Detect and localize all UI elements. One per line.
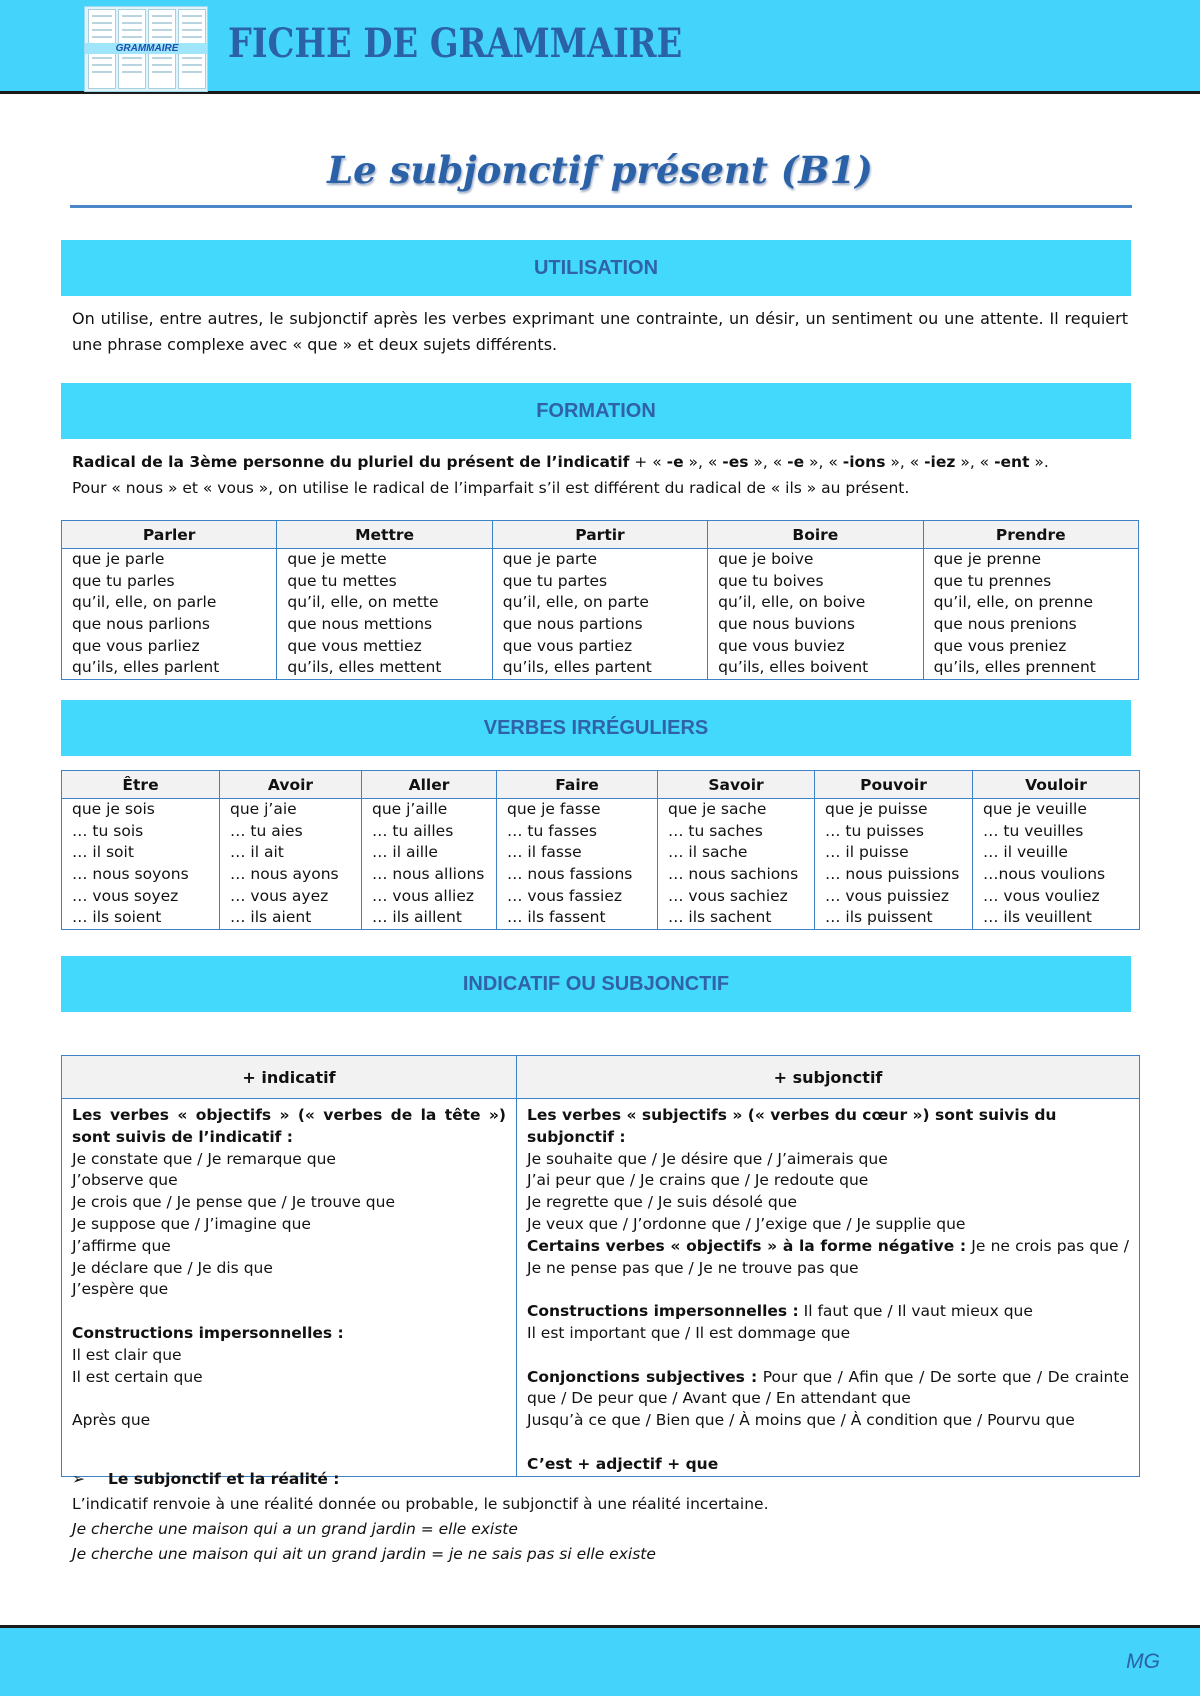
conjugation-cell [362,799,497,930]
section-heading-irreguliers: VERBES IRRÉGULIERS [61,700,1131,756]
section-heading-indicatif-subjonctif: INDICATIF OU SUBJONCTIF [61,956,1131,1012]
spacer [527,1432,1129,1454]
indicatif-intro: Les verbes « objectifs » (« verbes de la tête ») sont suivis de l’indicatif : [72,1106,506,1146]
conjugation-line: que je prenne [933,550,1042,568]
indicatif-line: Je suppose que / J’imagine que [72,1214,311,1233]
conjugation-line: que je sois [72,800,155,818]
table-header: Pouvoir [815,771,973,799]
table-header: Être [62,771,220,799]
conjugation-line: que tu prennes [933,571,1052,590]
table-header: Prendre [923,521,1138,549]
conjugation-line: … tu saches [668,821,763,840]
reality-text: L’indicatif renvoie à une réalité donnée ou probable, le subjonctif à une réalité incertaine. [72,1495,769,1513]
subjonctif-line: Je souhaite que / Je désire que / J’aimerais que [527,1149,888,1168]
conjugation-cell [658,799,815,930]
subjonctif-line: Je regrette que / Je suis désolé que [527,1193,798,1212]
conjugation-line: … ils sachent [668,908,772,927]
subjonctif-negative [527,1236,1129,1280]
header-bar [0,0,1200,94]
conjugation-cell [62,549,277,680]
conjugation-line: que nous partions [502,615,643,634]
conjugation-cell [708,549,923,680]
ending: -es [722,453,749,471]
conjugation-line: que vous mettiez [287,636,422,655]
conjugation-line: … tu sois [72,821,144,840]
conjugation-cell [492,549,707,680]
reality-heading: Le subjonctif et la réalité : [108,1470,340,1488]
conjugation-cell [923,549,1138,680]
regular-verbs-table [61,520,1139,680]
subjonctif-cell [517,1099,1140,1477]
subjonctif-impersonal [527,1301,1129,1323]
subjonctif-conj-text: Pour que / Afin que / De sorte que / De crainte que / De peur que / Avant que / En attendant que [527,1367,1129,1408]
conjugation-line: … tu ailles [372,821,454,840]
conjugation-line: … vous puissiez [825,886,950,905]
conjugation-line: … il soit [72,843,134,862]
conjugation-cell [973,799,1140,930]
ending: -e [666,453,684,471]
subjonctif-impersonal-text: Il faut que / Il vaut mieux que [798,1302,1033,1321]
conjugation-line: … il ait [230,843,284,862]
ending: -ent [994,453,1030,471]
conjugation-line: … nous puissions [825,865,960,884]
conjugation-line: … il aille [372,843,438,862]
conjugation-line: que nous prenions [933,615,1077,634]
conjugation-line: qu’ils, elles mettent [287,658,442,677]
conjugation-line: que je parte [502,550,597,568]
conjugation-line: … vous fassiez [507,886,622,905]
subjonctif-line: Je veux que / J’ordonne que / J’exige que / Je supplie que [527,1214,966,1233]
conjugation-line: … nous fassions [507,865,633,884]
table-header: Mettre [277,521,492,549]
conjugation-line: … ils soient [72,908,162,927]
conjugation-cell [497,799,658,930]
conjugation-line: que je mette [287,550,387,568]
table-header: + indicatif [62,1056,517,1099]
title-underline [70,205,1132,208]
conjugation-line: … ils puissent [825,908,933,927]
conjugation-line: qu’il, elle, on boive [718,593,866,612]
ending: -iez [924,453,956,471]
conjugation-line: qu’il, elle, on prenne [933,593,1093,612]
conjugation-line: que j’aille [372,800,448,818]
conjugation-line: … nous sachions [668,865,799,884]
conjugation-line: … vous soyez [72,886,179,905]
conjugation-line: qu’ils, elles prennent [933,658,1096,677]
footer-bar [0,1625,1200,1696]
table-header: Partir [492,521,707,549]
table-header: Vouloir [973,771,1140,799]
conjugation-line: … ils aient [230,908,312,927]
table-header: Avoir [220,771,362,799]
subjonctif-impersonal-heading: Constructions impersonnelles : [527,1302,799,1321]
conjugation-line: … tu puisses [825,821,924,840]
indicatif-cell [62,1099,517,1477]
conjugation-line: qu’ils, elles parlent [72,658,220,677]
subjonctif-conj-heading: Conjonctions subjectives : [527,1367,758,1386]
ending: -e [787,453,805,471]
table-header: Faire [497,771,658,799]
conjugation-line: que vous buviez [718,636,845,655]
indicatif-apres-que: Après que [72,1411,151,1430]
conjugation-line: que vous parliez [72,636,200,655]
spacer [72,1388,506,1410]
ending: -ions [842,453,886,471]
conjugation-cell [815,799,973,930]
indicatif-line: J’affirme que [72,1236,171,1255]
subjonctif-cest-adjectif: C’est + adjectif + que [527,1454,719,1473]
conjugation-line: … ils veuillent [983,908,1092,927]
reality-example-2: Je cherche une maison qui ait un grand jardin = je ne sais pas si elle existe [72,1545,656,1563]
conjugation-line: que tu parles [72,571,175,590]
conjugation-line: … tu aies [230,821,303,840]
conjugation-line: qu’il, elle, on parle [72,593,217,612]
subjonctif-negative-heading: Certains verbes « objectifs » à la forme négative : [527,1236,967,1255]
conjugation-line: que je sache [668,800,767,818]
table-header: Boire [708,521,923,549]
subjonctif-line: Jusqu’à ce que / Bien que / À moins que / À condition que / Pourvu que [527,1411,1075,1430]
conjugation-line: … tu fasses [507,821,597,840]
conjugation-line: que j’aie [230,800,297,818]
table-header: Parler [62,521,277,549]
conjugation-line: qu’il, elle, on parte [502,593,649,612]
conjugation-line: … vous sachiez [668,886,788,905]
conjugation-line: … ils fassent [507,908,606,927]
conjugation-line: que nous parlions [72,615,210,634]
subjonctif-intro: Les verbes « subjectifs » (« verbes du cœur ») sont suivis du subjonctif : [527,1106,1057,1146]
subjonctif-line: Il est important que / Il est dommage que [527,1323,851,1342]
table-header: + subjonctif [517,1056,1140,1099]
conjugation-line: qu’il, elle, on mette [287,593,439,612]
conjugation-line: … nous ayons [230,865,339,884]
conjugation-line: qu’ils, elles boivent [718,658,869,677]
conjugation-cell [277,549,492,680]
irregular-verbs-table [61,770,1140,930]
formation-rule: Radical de la 3ème personne du pluriel du présent de l’indicatif + « -e », « -es », « -e », « -ions », « -iez », « -ent ». [72,453,1049,471]
reality-example-1: Je cherche une maison qui a un grand jardin = elle existe [72,1520,518,1538]
formation-rule-plus: + « [629,453,667,471]
indicatif-line: Je déclare que / Je dis que [72,1258,273,1277]
conjugation-line: … il sache [668,843,748,862]
conjugation-line: que tu partes [502,571,608,590]
utilisation-paragraph: On utilise, entre autres, le subjonctif après les verbes exprimant une contrainte, un désir, un sentiment ou une attente. Il requiert une phrase complexe avec « que » et deux sujets différents. [72,309,1128,354]
conjugation-line: … vous vouliez [983,886,1100,905]
conjugation-line: que je parle [72,550,165,568]
conjugation-cell [220,799,362,930]
conjugation-line: que nous buvions [718,615,855,634]
formation-note: Pour « nous » et « vous », on utilise le radical de l’imparfait s’il est différent du radical de « ils » au présent. [72,479,910,497]
indicatif-line: Il est certain que [72,1367,203,1386]
table-header: Aller [362,771,497,799]
indicatif-line: J’espère que [72,1280,169,1299]
subjonctif-conjonctions [527,1367,1129,1411]
conjugation-line: que je fasse [507,800,601,818]
spacer [72,1301,506,1323]
conjugation-line: que tu boives [718,571,824,590]
indicatif-line: Je constate que / Je remarque que [72,1149,336,1168]
reality-heading-line [72,1467,1128,1492]
indicatif-line: Il est clair que [72,1345,182,1364]
conjugation-line: …nous voulions [983,865,1106,884]
indicatif-line: Je crois que / Je pense que / Je trouve que [72,1193,395,1212]
brand-title: FICHE DE GRAMMAIRE [228,20,683,67]
page-title: Le subjonctif présent (B1) [327,148,873,192]
conjugation-cell [62,799,220,930]
subjonctif-line: J’ai peur que / Je crains que / Je redoute que [527,1171,869,1190]
table-header: Savoir [658,771,815,799]
subjonctif-negative-text: Je ne crois pas que / Je ne pense pas que / Je ne trouve pas que [527,1236,1129,1277]
conjugation-line: … il puisse [825,843,909,862]
author-signature: MG [1126,1650,1160,1673]
conjugation-line: que vous preniez [933,636,1067,655]
section-heading-formation: FORMATION [61,383,1131,439]
worksheet-thumbnail-logo [84,6,208,92]
conjugation-line: que tu mettes [287,571,397,590]
arrow-bullet-icon: ➢ [72,1470,85,1488]
conjugation-line: … tu veuilles [983,821,1084,840]
conjugation-line: que je boive [718,550,814,568]
logo-text: GRAMMAIRE [85,43,208,54]
spacer [527,1345,1129,1367]
section-heading-utilisation: UTILISATION [61,240,1131,296]
formation-rule-radical: Radical de la 3ème personne du pluriel du présent de l’indicatif [72,453,630,471]
conjugation-line: … nous allions [372,865,485,884]
conjugation-line: … ils aillent [372,908,462,927]
conjugation-line: que nous mettions [287,615,433,634]
conjugation-line: … vous alliez [372,886,474,905]
conjugation-line: qu’ils, elles partent [502,658,652,677]
conjugation-line: que je puisse [825,800,928,818]
conjugation-line: que je veuille [983,800,1087,818]
mode-comparison-table [61,1055,1140,1477]
conjugation-line: … il veuille [983,843,1068,862]
reality-note [72,1467,1128,1567]
conjugation-line: … nous soyons [72,865,189,884]
conjugation-line: … il fasse [507,843,582,862]
conjugation-line: que vous partiez [502,636,633,655]
conjugation-line: … vous ayez [230,886,329,905]
indicatif-line: J’observe que [72,1171,178,1190]
spacer [527,1279,1129,1301]
indicatif-impersonal-heading: Constructions impersonnelles : [72,1323,344,1342]
